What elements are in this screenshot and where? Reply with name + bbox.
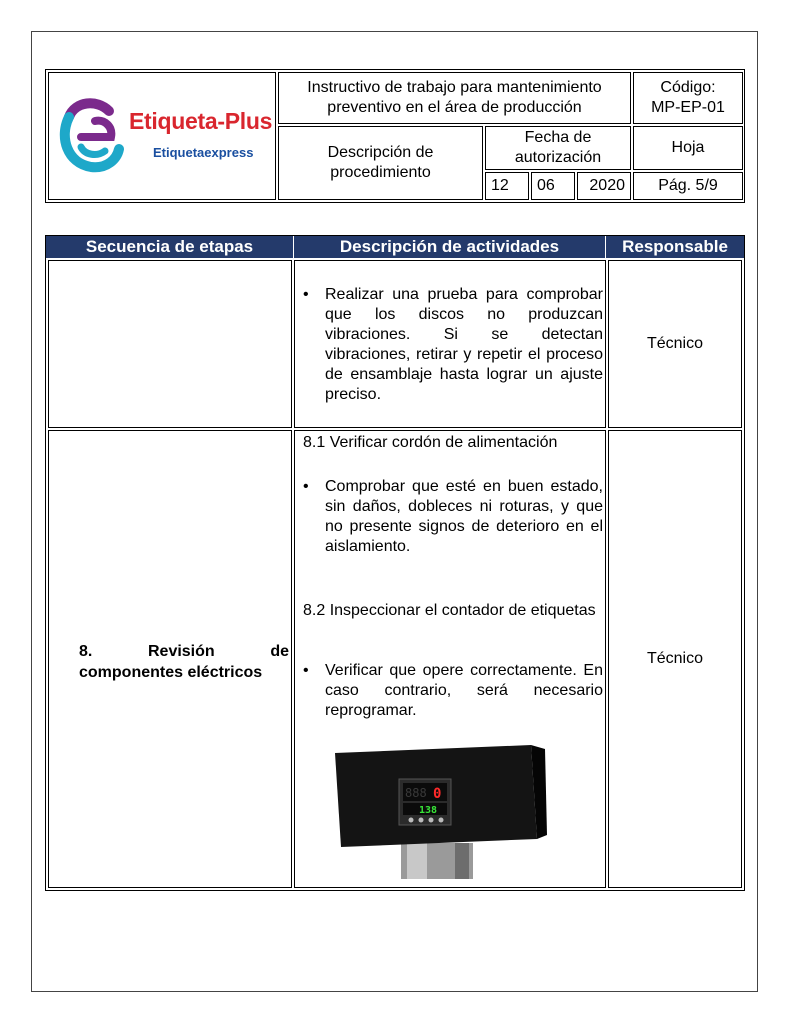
row2-responsible: Técnico <box>608 430 742 888</box>
authorization-date-label: Fecha de autorización <box>485 126 631 170</box>
list-item <box>303 477 603 557</box>
list-item <box>303 285 603 405</box>
procedure-description: Descripción de procedimiento <box>278 126 483 200</box>
row1-description-cell <box>294 260 606 428</box>
list-item <box>303 661 603 721</box>
counter-bottom-digits: 138 <box>419 805 438 816</box>
document-header <box>45 69 745 203</box>
logo-mark-icon <box>57 97 127 173</box>
stage-line2: componentes eléctricos <box>79 664 263 681</box>
subsection-8-2: 8.2 Inspeccionar el contador de etiquetas <box>303 602 596 619</box>
subsection-8-1: 8.1 Verificar cordón de alimentación <box>303 434 558 451</box>
document-title: Instructivo de trabajo para mantenimiento preventivo en el área de producción <box>278 72 631 124</box>
label-counter-photo <box>331 743 549 879</box>
row2-stage-cell <box>48 430 292 888</box>
company-logo <box>57 97 272 177</box>
column-header-stages: Secuencia de etapas <box>46 236 294 258</box>
stage-word-de: de <box>270 643 289 660</box>
activities-table <box>45 235 745 891</box>
column-header-description: Descripción de actividades <box>294 236 606 258</box>
row2-description-cell <box>294 430 606 888</box>
sheet-label: Hoja <box>633 126 743 170</box>
row1-bullet-text: Realizar una prueba para comprobar que los discos no produzcan vibraciones. Si se detectan vibraciones, retirar y repetir el proceso de ensamblaje hasta lograr un ajuste preciso. <box>325 286 603 403</box>
row1-stage-cell <box>48 260 292 428</box>
date-year: 2020 <box>577 172 631 200</box>
stage-title <box>79 641 289 683</box>
bullet-icon: • <box>303 286 309 303</box>
row2-bullet1-text: Comprobar que esté en buen estado, sin daños, dobleces ni roturas, y que no presente signos de deterioro en el aislamiento. <box>325 478 603 555</box>
logo-subtitle: Etiquetaexpress <box>153 145 254 160</box>
bullet-icon: • <box>303 478 309 495</box>
stage-word-revision: Revisión <box>147 643 215 660</box>
row1-responsible: Técnico <box>608 260 742 428</box>
bullet-icon: • <box>303 662 309 679</box>
logo-name: Etiqueta-Plus <box>129 108 273 134</box>
date-month: 06 <box>531 172 575 200</box>
logo-cell <box>48 72 276 200</box>
date-day: 12 <box>485 172 529 200</box>
page-number: Pág. 5/9 <box>633 172 743 200</box>
code-value: MP-EP-01 <box>651 99 725 116</box>
counter-top-digits: 888 <box>405 786 427 800</box>
row2-bullet2-text: Verificar que opere correctamente. En caso contrario, será necesario reprogramar. <box>325 662 603 719</box>
counter-top-red-digit: 0 <box>433 786 442 802</box>
code-label: Código: <box>660 79 716 96</box>
column-header-responsible: Responsable <box>606 236 744 258</box>
code-cell <box>633 72 743 124</box>
stage-number: 8. <box>79 643 93 660</box>
